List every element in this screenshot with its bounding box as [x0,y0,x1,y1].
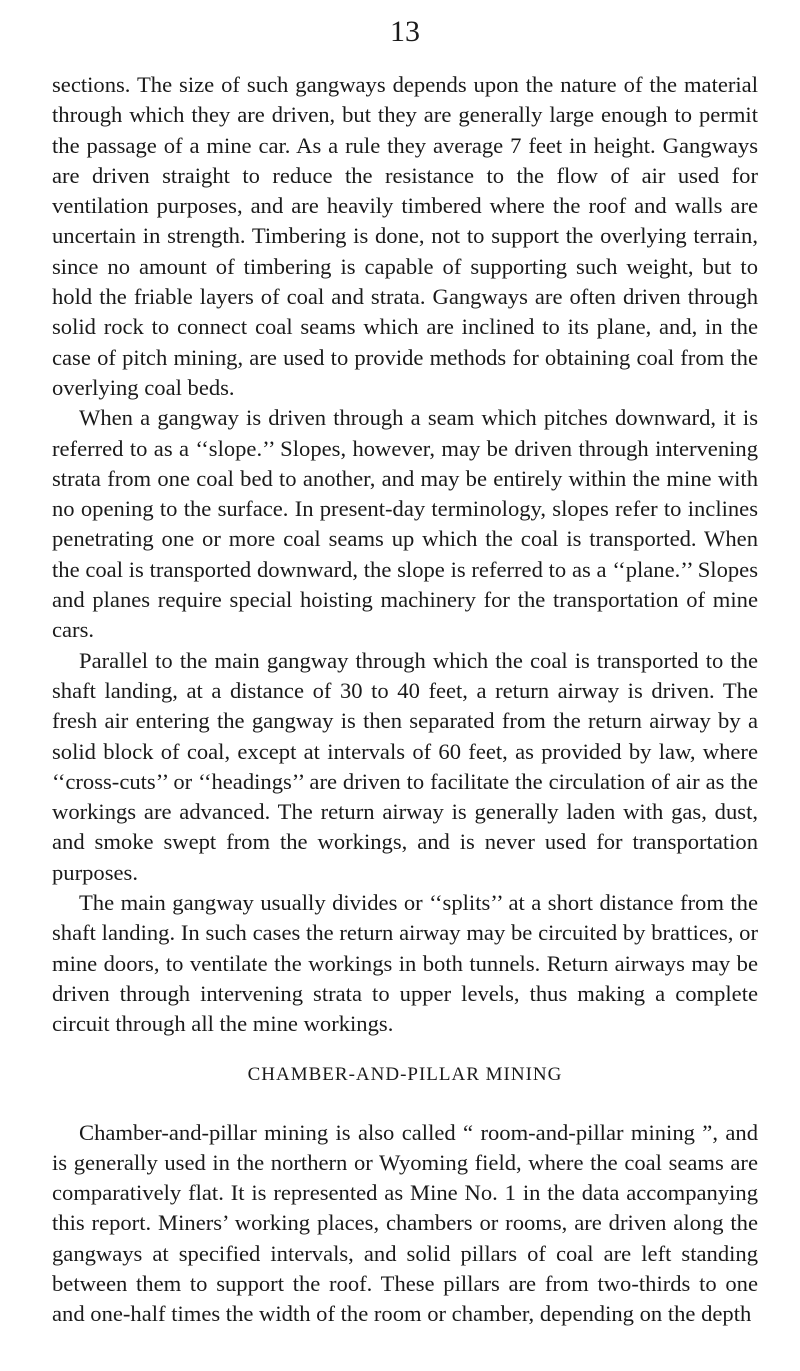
paragraph-chamber-and-pillar: Chamber-and-pillar mining is also called “ room-and-pillar mining ”, and is generally used in the northern or Wyoming field, where the coal seams are comparatively flat. It is represented as Mine No. 1 in the data accompanying this report. Miners’ working places, chambers or rooms, are driven along the gangways at specified intervals, and solid pillars of coal are left standing between them to support the roof. These pillars are from two-thirds to one and one-half times the width of the room or chamber, depending on the depth [52,1119,758,1327]
section-heading: CHAMBER-AND-PILLAR MINING [247,1063,563,1085]
page-number: 13 [390,15,420,48]
paragraph-splits: The main gangway usually divides or ‘‘splits’’ at a short distance from the shaft landing. In such cases the return airway may be circuited by brattices, or mine doors, to ventilate the workings in both tunnels. Return airways may be driven through intervening strata to upper levels, thus making a complete circuit through all the mine workings. [52,890,758,1037]
paragraph-return-airway: Parallel to the main gangway through which the coal is transported to the shaft landing, at a distance of 30 to 40 feet, a return airway is driven. The fresh air entering the gangway is then separated from the return airway by a solid block of coal, except at intervals of 60 feet, as provided by law, where ‘‘cross-cuts’’ or ‘‘headings’’ are driven to facilitate the circulation of air as the workings are advanced. The return airway is generally laden with gas, dust, and smoke swept from the workings, and is never used for transportation purposes. [52,647,758,885]
paragraph-slope: When a gangway is driven through a seam which pitches downward, it is referred to as a ‘‘slope.’’ Slopes, however, may be driven through intervening strata from one coal bed to another, and may be entirely within the mine with no opening to the surface. In present-day terminology, slopes refer to inclines penetrating one or more coal seams up which the coal is transported. When the coal is transported downward, the slope is referred to as a ‘‘plane.’’ Slopes and planes require special hoisting machinery for the transportation of mine cars. [52,405,758,643]
body-text [52,70,758,1330]
paragraph-gangway-size: sections. The size of such gangways depends upon the nature of the material through which they are driven, but they are generally large enough to permit the passage of a mine car. As a rule they average 7 feet in height. Gangways are driven straight to reduce the resistance to the flow of air used for ventilation purposes, and are heavily timbered where the roof and walls are uncertain in strength. Timbering is done, not to support the overlying terrain, since no amount of timbering is capable of supporting such weight, but to hold the friable layers of coal and strata. Gangways are often driven through solid rock to connect coal seams which are inclined to its plane, and, in the case of pitch mining, are used to provide methods for obtaining coal from the overlying coal beds. [52,72,758,400]
